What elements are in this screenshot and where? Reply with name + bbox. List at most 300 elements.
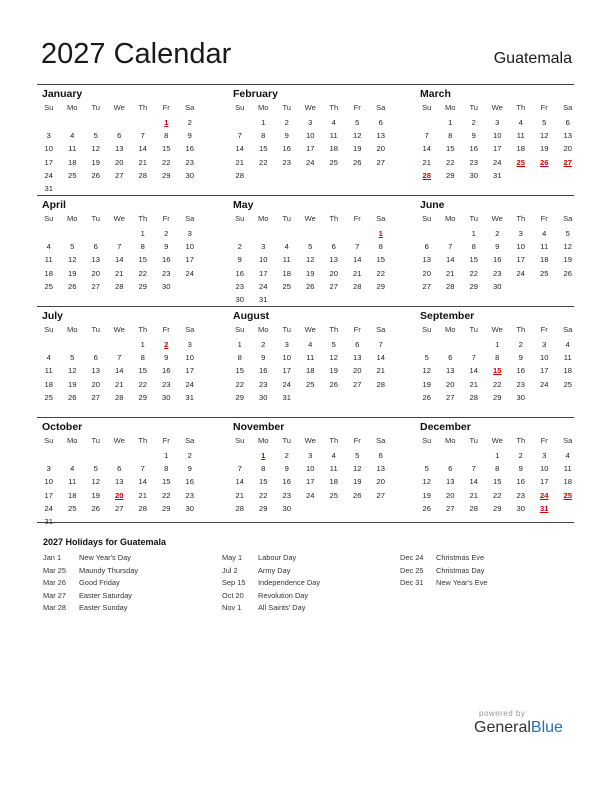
day-grid bbox=[415, 116, 577, 182]
day-cell: 27 bbox=[422, 281, 431, 291]
day-cell: 29 bbox=[162, 503, 171, 513]
holiday-date: Jan 1 bbox=[43, 553, 62, 562]
day-cell: 18 bbox=[44, 268, 53, 278]
day-cell: 20 bbox=[422, 268, 431, 278]
weekday-label: Su bbox=[422, 214, 432, 223]
holiday-name: Maundy Thursday bbox=[79, 565, 139, 575]
day-cell: 30 bbox=[185, 170, 194, 180]
day-grid bbox=[415, 227, 577, 293]
day-cell: 31 bbox=[282, 392, 291, 402]
day-cell: 14 bbox=[353, 255, 362, 265]
weekday-label: Th bbox=[138, 214, 148, 223]
month-name: December bbox=[420, 421, 471, 433]
weekday-label: Fr bbox=[162, 103, 170, 112]
day-cell: 15 bbox=[235, 366, 244, 376]
day-cell: 23 bbox=[516, 379, 525, 389]
weekday-label: Th bbox=[138, 103, 148, 112]
day-cell: 5 bbox=[355, 451, 360, 460]
day-cell: 29 bbox=[138, 392, 147, 402]
day-cell: 12 bbox=[68, 366, 77, 376]
day-cell: 1 bbox=[140, 229, 145, 238]
weekday-header bbox=[228, 324, 390, 335]
day-cell: 12 bbox=[68, 255, 77, 265]
weekday-label: We bbox=[491, 325, 503, 334]
day-cell: 10 bbox=[282, 353, 291, 363]
empty-cell bbox=[415, 449, 439, 462]
empty-cell bbox=[61, 227, 85, 240]
day-cell: 4 bbox=[331, 118, 336, 127]
day-cell: 9 bbox=[237, 255, 242, 265]
weekday-label: We bbox=[304, 214, 316, 223]
day-cell: 14 bbox=[235, 477, 244, 487]
day-cell: 6 bbox=[565, 118, 570, 127]
day-cell: 30 bbox=[162, 281, 171, 291]
empty-cell bbox=[84, 116, 108, 129]
month-row bbox=[37, 306, 574, 417]
day-cell: 8 bbox=[471, 242, 476, 252]
weekday-label: Fr bbox=[540, 436, 548, 445]
day-cell: 12 bbox=[91, 477, 100, 487]
empty-cell bbox=[415, 116, 439, 129]
day-cell: 28 bbox=[469, 392, 478, 402]
weekday-label: We bbox=[304, 103, 316, 112]
weekday-header bbox=[228, 435, 390, 446]
holiday-name: Christmas Eve bbox=[436, 553, 485, 562]
day-cell: 12 bbox=[540, 131, 549, 141]
holiday-item bbox=[222, 552, 320, 565]
day-cell: 19 bbox=[68, 268, 77, 278]
day-cell: 8 bbox=[448, 131, 453, 141]
day-cell: 16 bbox=[162, 366, 171, 376]
powered-by-text: powered by bbox=[479, 709, 526, 718]
month-5 bbox=[415, 196, 577, 293]
empty-cell bbox=[108, 449, 132, 462]
day-cell: 15 bbox=[493, 477, 502, 487]
day-cell: 1 bbox=[448, 118, 453, 127]
day-cell: 20 bbox=[91, 268, 100, 278]
day-cell: 22 bbox=[493, 490, 502, 500]
weekday-label: Th bbox=[329, 325, 339, 334]
weekday-label: Fr bbox=[162, 436, 170, 445]
day-cell: 17 bbox=[44, 157, 53, 167]
day-cell: 18 bbox=[563, 477, 572, 487]
weekday-label: Sa bbox=[376, 436, 386, 445]
day-cell: 24 bbox=[540, 379, 549, 389]
holiday-item bbox=[222, 590, 320, 603]
weekday-label: Su bbox=[422, 436, 432, 445]
weekday-label: Fr bbox=[540, 103, 548, 112]
empty-cell bbox=[84, 227, 108, 240]
day-cell: 19 bbox=[306, 268, 315, 278]
day-cell: 21 bbox=[353, 268, 362, 278]
weekday-header bbox=[37, 324, 199, 335]
weekday-label: Fr bbox=[353, 103, 361, 112]
holiday-day: 31 bbox=[540, 503, 549, 513]
day-cell: 6 bbox=[93, 353, 98, 363]
day-cell: 19 bbox=[329, 366, 338, 376]
day-cell: 16 bbox=[469, 144, 478, 154]
weekday-label: Mo bbox=[257, 436, 269, 445]
day-cell: 14 bbox=[115, 255, 124, 265]
month-row bbox=[37, 417, 574, 528]
holiday-item bbox=[43, 552, 138, 565]
day-cell: 24 bbox=[185, 268, 194, 278]
day-cell: 17 bbox=[259, 268, 268, 278]
weekday-label: Sa bbox=[563, 325, 573, 334]
day-cell: 22 bbox=[446, 157, 455, 167]
day-cell: 28 bbox=[115, 392, 124, 402]
day-cell: 30 bbox=[259, 392, 268, 402]
day-cell: 13 bbox=[115, 477, 124, 487]
holiday-date: Dec 31 bbox=[400, 578, 424, 588]
day-cell: 23 bbox=[259, 379, 268, 389]
day-cell: 13 bbox=[422, 255, 431, 265]
holiday-date: Sep 15 bbox=[222, 578, 246, 588]
day-cell: 19 bbox=[563, 255, 572, 265]
weekday-label: Su bbox=[235, 325, 245, 334]
weekday-label: Tu bbox=[91, 214, 101, 223]
holiday-item bbox=[43, 577, 138, 590]
day-cell: 22 bbox=[138, 268, 147, 278]
day-cell: 22 bbox=[376, 268, 385, 278]
weekday-label: Th bbox=[516, 214, 526, 223]
day-cell: 26 bbox=[329, 379, 338, 389]
day-cell: 28 bbox=[138, 503, 147, 513]
holiday-day: 28 bbox=[422, 170, 431, 180]
day-cell: 14 bbox=[138, 144, 147, 154]
holiday-column bbox=[222, 552, 320, 615]
weekday-label: Th bbox=[516, 103, 526, 112]
day-cell: 2 bbox=[237, 242, 242, 252]
day-cell: 1 bbox=[495, 451, 500, 460]
holiday-name: Easter Saturday bbox=[79, 590, 132, 600]
holiday-name: Good Friday bbox=[79, 578, 120, 588]
holiday-day: 27 bbox=[563, 157, 572, 167]
day-grid bbox=[37, 116, 199, 195]
weekday-label: Su bbox=[422, 103, 432, 112]
holiday-date: Dec 24 bbox=[400, 553, 424, 562]
day-cell: 9 bbox=[261, 353, 266, 363]
weekday-label: Tu bbox=[282, 103, 292, 112]
day-cell: 22 bbox=[493, 379, 502, 389]
day-cell: 11 bbox=[563, 464, 572, 474]
month-name: January bbox=[42, 88, 83, 100]
day-cell: 19 bbox=[68, 379, 77, 389]
day-cell: 14 bbox=[235, 144, 244, 154]
holiday-date: Jul 2 bbox=[222, 565, 238, 575]
empty-cell bbox=[61, 116, 85, 129]
day-cell: 24 bbox=[493, 157, 502, 167]
holiday-name: All Saints' Day bbox=[258, 603, 306, 613]
day-cell: 1 bbox=[261, 118, 266, 127]
day-cell: 10 bbox=[493, 131, 502, 141]
weekday-label: We bbox=[491, 214, 503, 223]
holiday-day: 1 bbox=[164, 118, 169, 127]
day-cell: 8 bbox=[261, 464, 266, 474]
holiday-name: Christmas Day bbox=[436, 565, 485, 575]
day-grid bbox=[37, 338, 199, 404]
empty-cell bbox=[61, 338, 85, 351]
day-cell: 6 bbox=[378, 451, 383, 460]
empty-cell bbox=[415, 227, 439, 240]
weekday-label: Tu bbox=[469, 214, 479, 223]
brand-general: General bbox=[474, 719, 531, 736]
day-cell: 5 bbox=[424, 464, 429, 474]
day-cell: 7 bbox=[424, 131, 429, 141]
month-name: July bbox=[42, 310, 64, 322]
weekday-label: Su bbox=[44, 103, 54, 112]
day-cell: 6 bbox=[448, 464, 453, 474]
empty-cell bbox=[439, 449, 463, 462]
month-7 bbox=[228, 307, 390, 404]
weekday-label: Mo bbox=[66, 436, 78, 445]
day-cell: 13 bbox=[376, 131, 385, 141]
day-cell: 25 bbox=[306, 379, 315, 389]
weekday-label: Tu bbox=[91, 325, 101, 334]
day-cell: 23 bbox=[235, 281, 244, 291]
day-cell: 1 bbox=[140, 340, 145, 349]
holiday-date: Mar 25 bbox=[43, 565, 67, 575]
day-cell: 27 bbox=[329, 281, 338, 291]
empty-cell bbox=[228, 116, 252, 129]
page-title: 2027 Calendar bbox=[41, 38, 232, 70]
day-cell: 11 bbox=[306, 353, 315, 363]
weekday-label: Th bbox=[516, 436, 526, 445]
day-cell: 17 bbox=[540, 366, 549, 376]
day-cell: 17 bbox=[516, 255, 525, 265]
day-cell: 14 bbox=[422, 144, 431, 154]
day-cell: 31 bbox=[259, 294, 268, 304]
day-cell: 25 bbox=[282, 281, 291, 291]
day-cell: 8 bbox=[164, 464, 169, 474]
weekday-header bbox=[37, 435, 199, 446]
day-cell: 13 bbox=[446, 366, 455, 376]
day-cell: 20 bbox=[91, 379, 100, 389]
day-cell: 10 bbox=[540, 353, 549, 363]
day-cell: 25 bbox=[329, 157, 338, 167]
day-cell: 7 bbox=[237, 464, 242, 474]
day-cell: 10 bbox=[516, 242, 525, 252]
day-cell: 18 bbox=[329, 144, 338, 154]
month-name: February bbox=[233, 88, 278, 100]
day-cell: 8 bbox=[495, 353, 500, 363]
day-cell: 31 bbox=[44, 183, 53, 193]
month-name: October bbox=[42, 421, 83, 433]
weekday-label: Tu bbox=[469, 436, 479, 445]
day-cell: 3 bbox=[542, 451, 547, 460]
day-grid bbox=[228, 338, 390, 404]
day-cell: 16 bbox=[282, 477, 291, 487]
day-cell: 21 bbox=[469, 379, 478, 389]
weekday-label: Tu bbox=[469, 103, 479, 112]
day-cell: 4 bbox=[70, 131, 75, 141]
day-cell: 24 bbox=[44, 503, 53, 513]
day-cell: 11 bbox=[68, 477, 77, 487]
day-cell: 22 bbox=[259, 490, 268, 500]
day-cell: 4 bbox=[565, 451, 570, 460]
weekday-label: Mo bbox=[444, 103, 456, 112]
day-cell: 11 bbox=[44, 366, 53, 376]
day-cell: 15 bbox=[138, 366, 147, 376]
day-cell: 19 bbox=[353, 144, 362, 154]
day-cell: 3 bbox=[518, 229, 523, 238]
day-cell: 21 bbox=[422, 157, 431, 167]
day-cell: 23 bbox=[162, 268, 171, 278]
day-cell: 9 bbox=[187, 464, 192, 474]
holiday-date: May 1 bbox=[222, 553, 243, 562]
weekday-label: Mo bbox=[444, 325, 456, 334]
day-cell: 27 bbox=[91, 281, 100, 291]
day-cell: 30 bbox=[162, 392, 171, 402]
weekday-label: Su bbox=[422, 325, 432, 334]
day-cell: 18 bbox=[563, 366, 572, 376]
empty-cell bbox=[462, 449, 486, 462]
day-cell: 21 bbox=[115, 268, 124, 278]
weekday-label: Mo bbox=[257, 103, 269, 112]
day-cell: 8 bbox=[495, 464, 500, 474]
day-cell: 29 bbox=[469, 281, 478, 291]
day-cell: 13 bbox=[353, 353, 362, 363]
weekday-header bbox=[415, 324, 577, 335]
day-cell: 23 bbox=[185, 490, 194, 500]
weekday-label: Sa bbox=[185, 214, 195, 223]
day-cell: 11 bbox=[540, 242, 549, 252]
brand-logo[interactable] bbox=[474, 719, 563, 737]
day-cell: 17 bbox=[185, 255, 194, 265]
day-cell: 16 bbox=[516, 366, 525, 376]
day-cell: 22 bbox=[235, 379, 244, 389]
day-cell: 21 bbox=[446, 268, 455, 278]
day-cell: 3 bbox=[495, 118, 500, 127]
day-cell: 5 bbox=[542, 118, 547, 127]
day-cell: 30 bbox=[282, 503, 291, 513]
day-cell: 26 bbox=[353, 157, 362, 167]
day-cell: 9 bbox=[518, 464, 523, 474]
day-cell: 6 bbox=[117, 464, 122, 474]
day-cell: 16 bbox=[162, 255, 171, 265]
day-cell: 24 bbox=[282, 379, 291, 389]
day-cell: 30 bbox=[235, 294, 244, 304]
holiday-item bbox=[43, 590, 138, 603]
day-cell: 26 bbox=[353, 490, 362, 500]
day-cell: 23 bbox=[282, 157, 291, 167]
weekday-label: Mo bbox=[66, 103, 78, 112]
weekday-label: We bbox=[304, 436, 316, 445]
day-cell: 3 bbox=[308, 118, 313, 127]
day-cell: 7 bbox=[471, 353, 476, 363]
day-cell: 15 bbox=[259, 144, 268, 154]
holiday-item bbox=[400, 565, 488, 578]
month-9 bbox=[37, 418, 199, 528]
day-cell: 24 bbox=[44, 170, 53, 180]
day-cell: 1 bbox=[237, 340, 242, 349]
day-cell: 27 bbox=[446, 392, 455, 402]
weekday-label: Mo bbox=[444, 436, 456, 445]
day-cell: 11 bbox=[563, 353, 572, 363]
day-cell: 26 bbox=[563, 268, 572, 278]
day-cell: 13 bbox=[91, 255, 100, 265]
day-cell: 15 bbox=[162, 477, 171, 487]
day-cell: 10 bbox=[306, 464, 315, 474]
day-cell: 17 bbox=[493, 144, 502, 154]
day-cell: 29 bbox=[446, 170, 455, 180]
day-cell: 13 bbox=[91, 366, 100, 376]
day-cell: 28 bbox=[353, 281, 362, 291]
weekday-header bbox=[37, 213, 199, 224]
holiday-date: Mar 28 bbox=[43, 603, 67, 613]
day-cell: 28 bbox=[115, 281, 124, 291]
weekday-label: Mo bbox=[66, 214, 78, 223]
day-cell: 29 bbox=[259, 503, 268, 513]
empty-cell bbox=[228, 227, 252, 240]
empty-cell bbox=[131, 449, 155, 462]
day-cell: 26 bbox=[422, 392, 431, 402]
day-grid bbox=[228, 449, 390, 515]
day-cell: 8 bbox=[261, 131, 266, 141]
weekday-label: We bbox=[113, 214, 125, 223]
weekday-label: Sa bbox=[563, 214, 573, 223]
holiday-name: New Year's Day bbox=[79, 553, 131, 562]
day-cell: 3 bbox=[261, 242, 266, 252]
day-cell: 29 bbox=[493, 503, 502, 513]
day-cell: 26 bbox=[306, 281, 315, 291]
holiday-day: 25 bbox=[516, 157, 525, 167]
empty-cell bbox=[252, 227, 276, 240]
month-2 bbox=[415, 85, 577, 182]
day-cell: 18 bbox=[540, 255, 549, 265]
day-cell: 8 bbox=[164, 131, 169, 141]
day-cell: 15 bbox=[446, 144, 455, 154]
day-cell: 16 bbox=[185, 144, 194, 154]
holiday-day: 1 bbox=[261, 451, 266, 460]
day-cell: 18 bbox=[44, 379, 53, 389]
weekday-label: Sa bbox=[563, 103, 573, 112]
weekday-label: Fr bbox=[353, 325, 361, 334]
day-cell: 12 bbox=[563, 242, 572, 252]
day-cell: 28 bbox=[138, 170, 147, 180]
holiday-date: Oct 20 bbox=[222, 590, 244, 600]
holiday-item bbox=[43, 602, 138, 615]
day-cell: 30 bbox=[493, 281, 502, 291]
day-cell: 2 bbox=[187, 118, 192, 127]
day-cell: 29 bbox=[376, 281, 385, 291]
weekday-label: Tu bbox=[282, 325, 292, 334]
weekday-label: Th bbox=[329, 214, 339, 223]
empty-cell bbox=[462, 338, 486, 351]
day-cell: 15 bbox=[138, 255, 147, 265]
weekday-header bbox=[37, 102, 199, 113]
empty-cell bbox=[84, 338, 108, 351]
month-1 bbox=[228, 85, 390, 182]
weekday-label: Fr bbox=[353, 214, 361, 223]
day-cell: 22 bbox=[469, 268, 478, 278]
day-cell: 2 bbox=[187, 451, 192, 460]
holidays-title: 2027 Holidays for Guatemala bbox=[43, 537, 167, 547]
day-cell: 9 bbox=[164, 353, 169, 363]
day-cell: 25 bbox=[44, 281, 53, 291]
day-cell: 2 bbox=[284, 451, 289, 460]
day-cell: 18 bbox=[329, 477, 338, 487]
empty-cell bbox=[37, 449, 61, 462]
weekday-label: Su bbox=[235, 103, 245, 112]
day-cell: 26 bbox=[68, 281, 77, 291]
day-cell: 17 bbox=[540, 477, 549, 487]
day-cell: 23 bbox=[162, 379, 171, 389]
month-4 bbox=[228, 196, 390, 306]
day-cell: 9 bbox=[284, 131, 289, 141]
weekday-label: Fr bbox=[162, 214, 170, 223]
day-cell: 7 bbox=[378, 340, 383, 349]
